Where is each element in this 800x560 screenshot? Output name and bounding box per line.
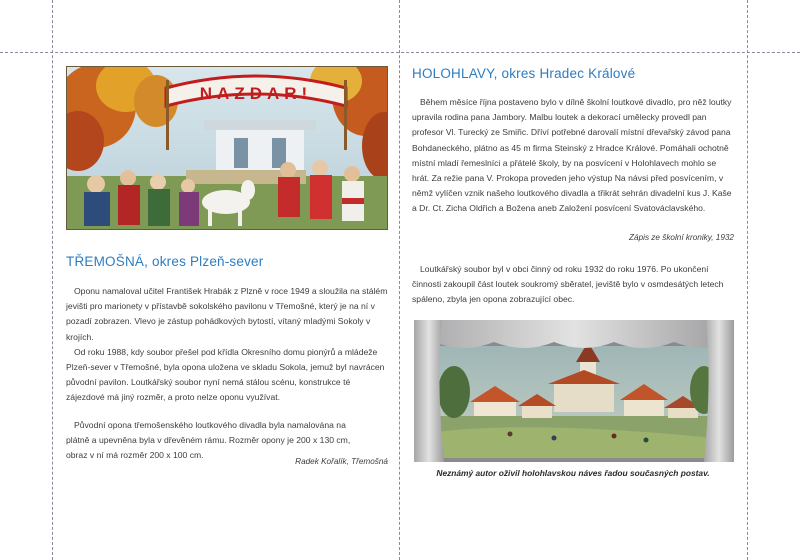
holohlavy-photo-caption: Neznámý autor oživil holohlavskou náves řadou současných postav. [436,468,710,478]
holohlavy-heading: HOLOHLAVY, okres Hradec Králové [412,66,636,81]
holohlavy-paragraph-2: Loutkářský soubor byl v obci činný od roku 1932 do roku 1976. Po ukončení činnosti zakoupil část loutek soukromý sběratel, jeviště bylo v osmdesátých letech spáleno, zbyla jen opona zobrazující obec. [412,264,724,305]
banner-text: NAZDAR! [199,84,313,103]
holohlavy-curtain-photo [414,320,734,462]
crop-guide-center [399,0,400,560]
tremosna-heading: TŘEMOŠNÁ, okres Plzeň-sever [66,254,264,269]
holohlavy-signature: Zápis ze školní kroniky, 1932 [629,233,734,242]
crop-guide-horizontal [0,52,800,53]
tremosna-curtain-painting [66,66,388,230]
tremosna-paragraph-1: Oponu namaloval učitel František Hrabák z Plzně v roce 1949 a sloužila na stálém jevišti pro marionety v přístavbě sokolského pavilonu v Třemošné, který je na ní v pozadí zobrazen. Vlevo je zástup pohádkových bytostí, vítaný mladými Sokoly v krojích. [66,286,388,342]
crop-guide-left [52,0,53,560]
tremosna-text [66,284,388,406]
tremosna-paragraph-2: Od roku 1988, kdy soubor přešel pod křídla Okresního domu pionýrů a mládeže Plzeň-sever v Třemošné, byla opona uložena ve skladu Sokola, jemuž byl navrácen původní pavilon. Loutkářský soubor nyní nemá stálou scénu, konstrukce té zájezdové má jiný rozměr, a proto nelze oponu využívat. [66,346,385,403]
tremosna-signature: Radek Kořalík, Třemošná [295,457,388,466]
tremosna-paragraph-3: Původní opona třemošenského loutkového divadla byla namalována na plátně a upevněna byla v dřevěném rámu. Rozměr opony je 200 x 130 cm, obraz v ní má rozměr 200 x 100 cm. [66,420,351,461]
holohlavy-paragraph-1: Během měsíce října postaveno bylo v dílně školní loutkové divadlo, pro něž loutky upravila rodina pana Jambory. Malbu loutek a dekorací umělecky provedl pan profesor Vl. Turecký ze Smiřic. Dříví potřebné darovalí místní dřevařský závod pana Bohdaneckého, plátno as 45 m firma Steinský z Hradce Králové. Pomáhali ochotně místní mladí řemeslníci a přátelé školy, by na posvícení v Holohlavech mohlo se hrát. Za režie pana V. Prokopa proveden jeho výstup Na návsi před posvícením, v němž vylíčen vznik našeho loutkového divadla a třikrát sehrán divadelní kus J. Kaše a Dr. Ct. Zicha Oldřich a Božena aneb Založení posvícení Svatováclavského. [412,97,732,214]
crop-guide-right [747,0,748,560]
